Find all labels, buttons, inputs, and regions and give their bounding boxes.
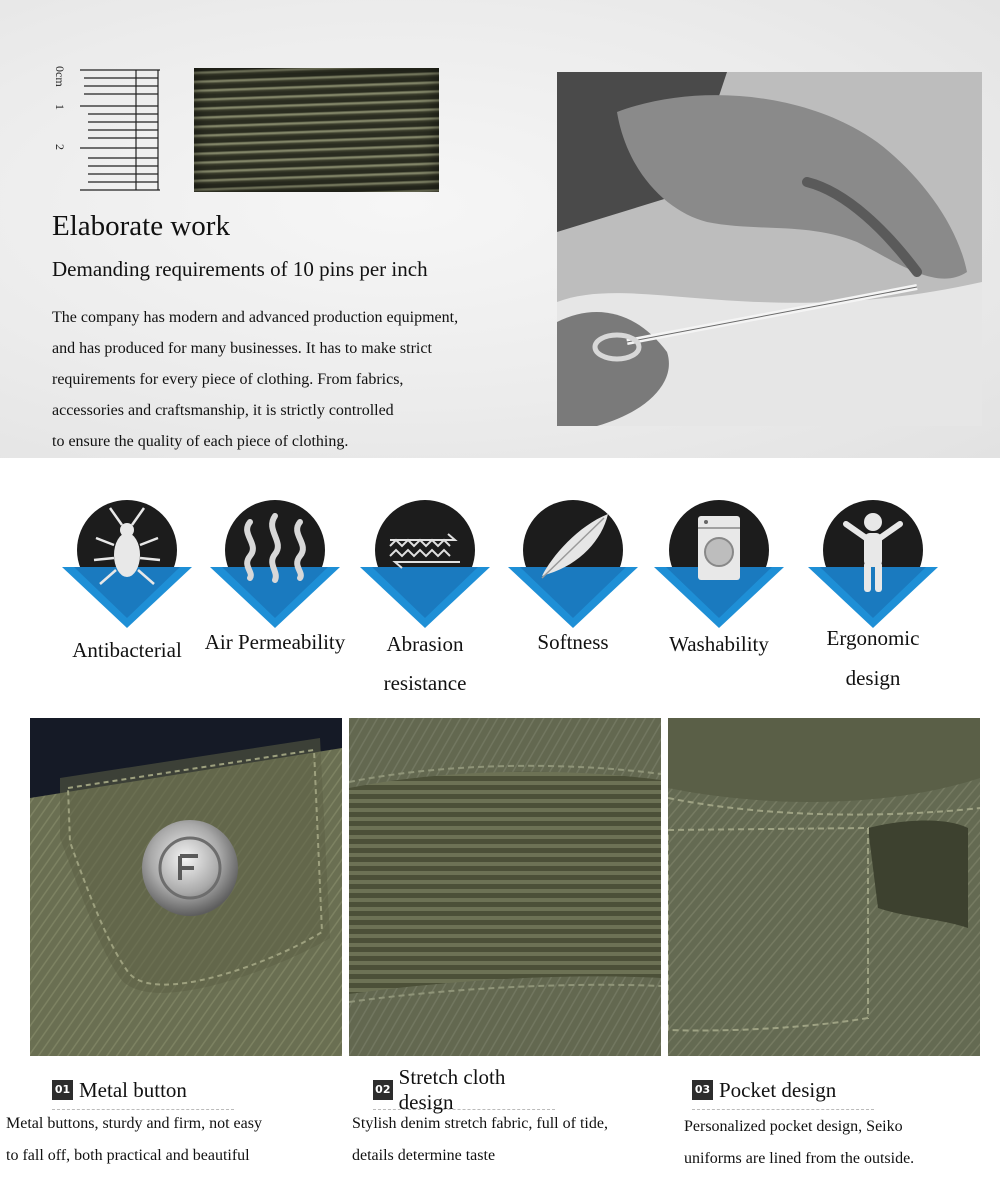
- ruler-label-2: 2: [53, 144, 67, 150]
- air-waves-icon: [210, 500, 340, 630]
- metal-button-photo: [30, 718, 342, 1056]
- feature-antibacterial: [62, 500, 192, 700]
- abrasion-icon: [360, 500, 490, 630]
- ruler-graphic: [52, 62, 164, 194]
- feature-label: Ergonomic: [826, 626, 920, 650]
- section-subtitle: Demanding requirements of 10 pins per inch: [52, 257, 428, 281]
- detail-title: Metal button: [79, 1077, 187, 1102]
- pocket-photo: [668, 718, 980, 1056]
- feature-label: design: [845, 666, 901, 690]
- detail-number-badge: 02: [373, 1080, 393, 1100]
- detail-description: [684, 1111, 914, 1175]
- detail-metal-button: [6, 1074, 262, 1164]
- stitch-fabric-swatch: [194, 68, 439, 192]
- feature-abrasion-resistance: [360, 500, 490, 700]
- feature-label: Softness: [537, 630, 609, 654]
- detail-description: [6, 1108, 262, 1172]
- detail-title: Stretch cloth design: [398, 1065, 506, 1114]
- detail-line: Metal buttons, sturdy and firm, not easy: [6, 1115, 262, 1132]
- description-line: requirements for every piece of clothing. From fabrics,: [52, 371, 404, 388]
- feature-label: Air Permeability: [204, 630, 346, 654]
- tailor-cutting-photo: [557, 72, 982, 426]
- detail-line: details determine taste: [352, 1147, 496, 1164]
- detail-line: to fall off, both practical and beautiful: [6, 1147, 250, 1164]
- detail-line: uniforms are lined from the outside.: [684, 1150, 915, 1167]
- feature-air-permeability: [204, 500, 346, 700]
- detail-number-badge: 01: [52, 1080, 73, 1100]
- detail-line: Stylish denim stretch fabric, full of tide,: [352, 1115, 608, 1132]
- bug-icon: [62, 500, 192, 630]
- dashed-divider: [692, 1109, 874, 1110]
- description-line: accessories and craftsmanship, it is strictly controlled: [52, 402, 394, 419]
- elaborate-work-section: [0, 0, 1000, 458]
- feature-ergonomic-design: [808, 500, 938, 700]
- section-description: [52, 302, 458, 457]
- description-line: to ensure the quality of each piece of clothing.: [52, 433, 349, 450]
- description-line: and has produced for many businesses. It has to make strict: [52, 340, 432, 357]
- feature-label: Washability: [669, 632, 769, 656]
- feature-label: Antibacterial: [72, 638, 182, 662]
- ruler-label-0: 0cm: [53, 66, 67, 87]
- detail-description: [352, 1108, 608, 1172]
- feather-icon: [508, 500, 638, 630]
- ruler-label-1: 1: [53, 104, 67, 110]
- stretch-cloth-photo: [349, 718, 661, 1056]
- description-line: The company has modern and advanced production equipment,: [52, 309, 459, 326]
- detail-number-badge: 03: [692, 1080, 713, 1100]
- detail-title: Pocket design: [719, 1077, 837, 1102]
- person-icon: [808, 500, 938, 630]
- feature-softness: [508, 500, 638, 700]
- detail-stretch-cloth: [352, 1065, 608, 1164]
- feature-label: resistance: [383, 671, 467, 695]
- feature-washability: [654, 500, 784, 700]
- detail-line: Personalized pocket design, Seiko: [684, 1118, 903, 1135]
- detail-pocket: [684, 1074, 915, 1167]
- washing-machine-icon: [654, 500, 784, 630]
- feature-label: Abrasion: [386, 632, 464, 656]
- section-title: Elaborate work: [52, 210, 230, 242]
